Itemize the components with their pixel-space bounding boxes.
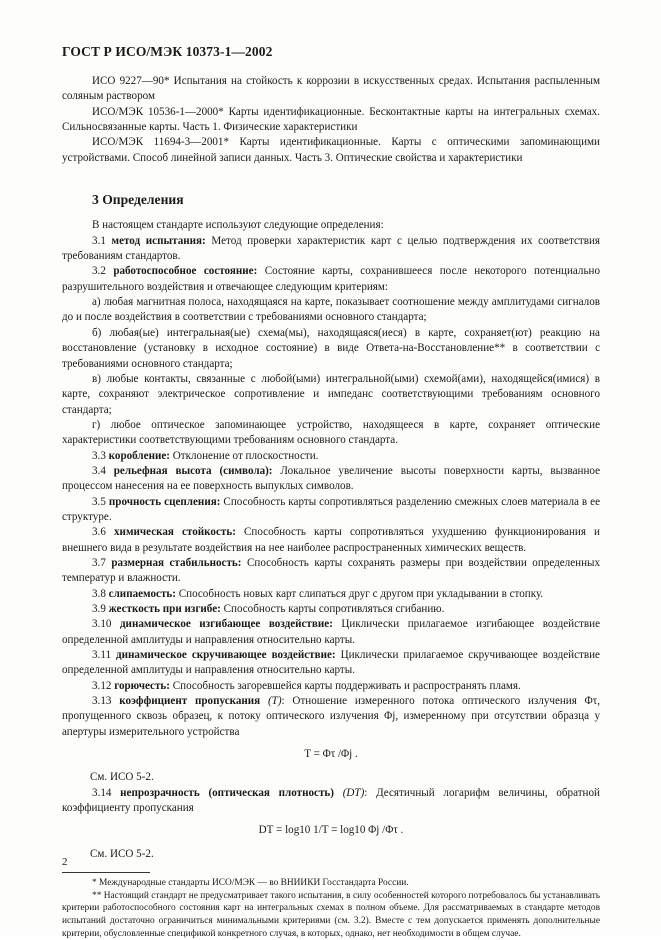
footnote: ** Настоящий стандарт не предусматривает такого испытания, в силу особенностей которого потребовалось бы устанавливать критерии работоспособного состояния карт на интегральных схемах в полном объеме. Для рассматриваемых в стандарте методов испытаний достаточно ограничиться минимальными критериями (см. 3.2). Вместе с тем допускается применять дополнительные критерии, обусловленные спецификой конкретного случая, в которых, однако, нет необходимости в общем случае. (62, 890, 600, 939)
definition (62, 495, 600, 526)
def-text: : Отношение измеренного потока оптического излучения Φτ, пропущенного сквозь образец, к потоку оптического излучения Φj, измеренному при отсутствии образца у апертуры измерительного устройства (62, 695, 600, 738)
def-term: прочность сцепления: (108, 495, 221, 508)
def-term: метод испытания: (111, 234, 206, 247)
formula-opacity: DT = log10 1/T = log10 Φj /Φτ . (258, 824, 404, 837)
ref-iso-11694: ИСО/МЭК 11694-3—2001* Карты идентификационные. Карты с оптическими запоминающими устройствами. Способ линейной записи данных. Часть 3. Оптические свойства и характеристики (62, 136, 600, 164)
criterion: а) любая магнитная полоса, находящаяся на карте, показывает соотношение между амплитудами сигналов до и после воздействия в соответствии с требованиями основного стандарта; (62, 296, 600, 324)
def-num: 3.6 (92, 526, 106, 539)
def-num: 3.4 (92, 464, 106, 477)
footnote-divider (62, 872, 150, 873)
def-term: химическая стойкость: (114, 526, 236, 539)
def-num: 3.12 (92, 679, 112, 692)
def-text: Способность карты сохранять размеры при воздействии определенных температур и влажности. (62, 556, 601, 585)
def-text: Отклонение от плоскостности. (170, 449, 319, 462)
def-text: Способность карты сопротивляться разделению смежных слоев материала в ее структуре. (62, 495, 600, 523)
def-num: 3.2 (92, 265, 106, 278)
definition (62, 234, 600, 265)
definition (62, 264, 600, 295)
ref-iso-9227: ИСО 9227—90* Испытания на стойкость к коррозии в искусственных средах. Испытания распыленным соляным раствором (62, 75, 600, 103)
def-term: работоспособное состояние: (113, 265, 258, 278)
definition-opacity (62, 786, 600, 817)
def-num: 3.3 (92, 449, 106, 462)
def-term: динамическое изгибающее воздействие: (119, 618, 333, 631)
criterion: в) любые контакты, связанные с любой(ыми) интегральной(ыми) схемой(ами), находящейся(имися) в карте, сохраняют электрическое сопротивление и импеданс соответствующими требованиям основного стандарта; (62, 372, 600, 416)
def-text: Способность карты сопротивляться сгибанию. (220, 603, 445, 615)
document-body (62, 74, 600, 940)
definition (62, 617, 600, 648)
def-num: 3.5 (92, 495, 106, 508)
definition (62, 449, 600, 464)
definition-transmittance (62, 694, 600, 740)
def-term: динамическое скручивающее воздействие: (116, 649, 336, 662)
page-number: 2 (62, 856, 68, 868)
def-term: рельефная высота (символа): (113, 464, 273, 477)
def-term: горючесть: (114, 679, 170, 692)
def-symbol: (DT) (342, 786, 365, 799)
definition (62, 464, 600, 495)
def-text: Циклически прилагаемое изгибающее воздействие определенной амплитуды и направления относительно карты. (62, 618, 600, 646)
def-num: 3.11 (92, 649, 112, 662)
definition (62, 587, 600, 602)
def-num: 3.9 (92, 603, 106, 615)
def-text: Состояние карты, сохранившееся после некоторого потенциально разрушительного воздействия и отвечающее следующим критериям: (62, 265, 601, 293)
def-term: непрозрачность (оптическая плотность) (120, 786, 334, 799)
def-num: 3.14 (92, 786, 112, 799)
def-num: 3.13 (92, 695, 112, 708)
def-term: размерная стабильность: (111, 556, 242, 569)
criterion: г) любое оптическое запоминающее устройство, находящееся в карте, сохраняет оптические характеристики соответствующими требованиям основного стандарта. (62, 418, 600, 447)
def-num: 3.10 (92, 618, 112, 631)
def-text: Способность карты сопротивляться ухудшению функционирования и внешнего вида в результате воздействия на нее наиболее распространенных химических веществ. (62, 526, 600, 554)
def-text: : Десятичный логарифм величины, обратной коэффициенту пропускания (62, 786, 600, 815)
criterion: б) любая(ые) интегральная(ые) схема(мы), находящаяся(иеся) в карте, сохраняет(ют) реакцию на восстановление (установку в исходное состояние) в виде Ответа-на-Восстановление** в соответствии с требованиями основного стандарта; (62, 326, 600, 370)
definition (62, 648, 600, 679)
definition (62, 525, 600, 556)
def-term: коэффициент пропускания (119, 695, 261, 708)
def-text: Метод проверки характеристик карт с целью подтверждения их соответствия требованиям стандартов. (62, 234, 600, 263)
footnote: * Международные стандарты ИСО/МЭК — во ВНИИКИ Госстандарта России. (92, 878, 409, 889)
def-text: Способность загоревшейся карты поддерживать и распространять пламя. (170, 679, 521, 692)
see-reference: См. ИСО 5-2. (90, 847, 154, 860)
definition (62, 679, 600, 694)
def-term: жесткость при изгибе: (108, 603, 221, 615)
def-term: слипаемость: (108, 587, 176, 600)
formula-transmittance: T = Φτ /Φj . (304, 748, 358, 761)
definition (62, 602, 600, 617)
see-reference: См. ИСО 5-2. (90, 771, 154, 784)
page-header: ГОСТ Р ИСО/МЭК 10373-1—2002 (62, 44, 273, 59)
definition (62, 556, 600, 587)
ref-iso-10536: ИСО/МЭК 10536-1—2000* Карты идентификационные. Бесконтактные карты на интегральных схемах. Сильносвязанные карты. Часть 1. Физические характеристики (62, 105, 600, 134)
section-intro: В настоящем стандарте используют следующие определения: (92, 219, 384, 232)
def-text: Способность новых карт слипаться друг с другом при укладывании в стопку. (175, 587, 544, 600)
def-term: коробление: (108, 449, 170, 462)
def-num: 3.8 (92, 587, 106, 600)
def-symbol: (T) (267, 695, 282, 708)
def-num: 3.7 (92, 556, 106, 569)
def-text: Локальное увеличение высоты поверхности карты, вызванное процессом нанесения на ее поверхность выпуклых символов. (62, 464, 600, 493)
def-num: 3.1 (92, 234, 106, 247)
section-title: 3 Определения (92, 192, 184, 208)
footnotes (62, 877, 600, 940)
def-text: Циклически прилагаемое скручивающее воздействие определенной амплитуды и направления относительно карты. (62, 649, 600, 677)
